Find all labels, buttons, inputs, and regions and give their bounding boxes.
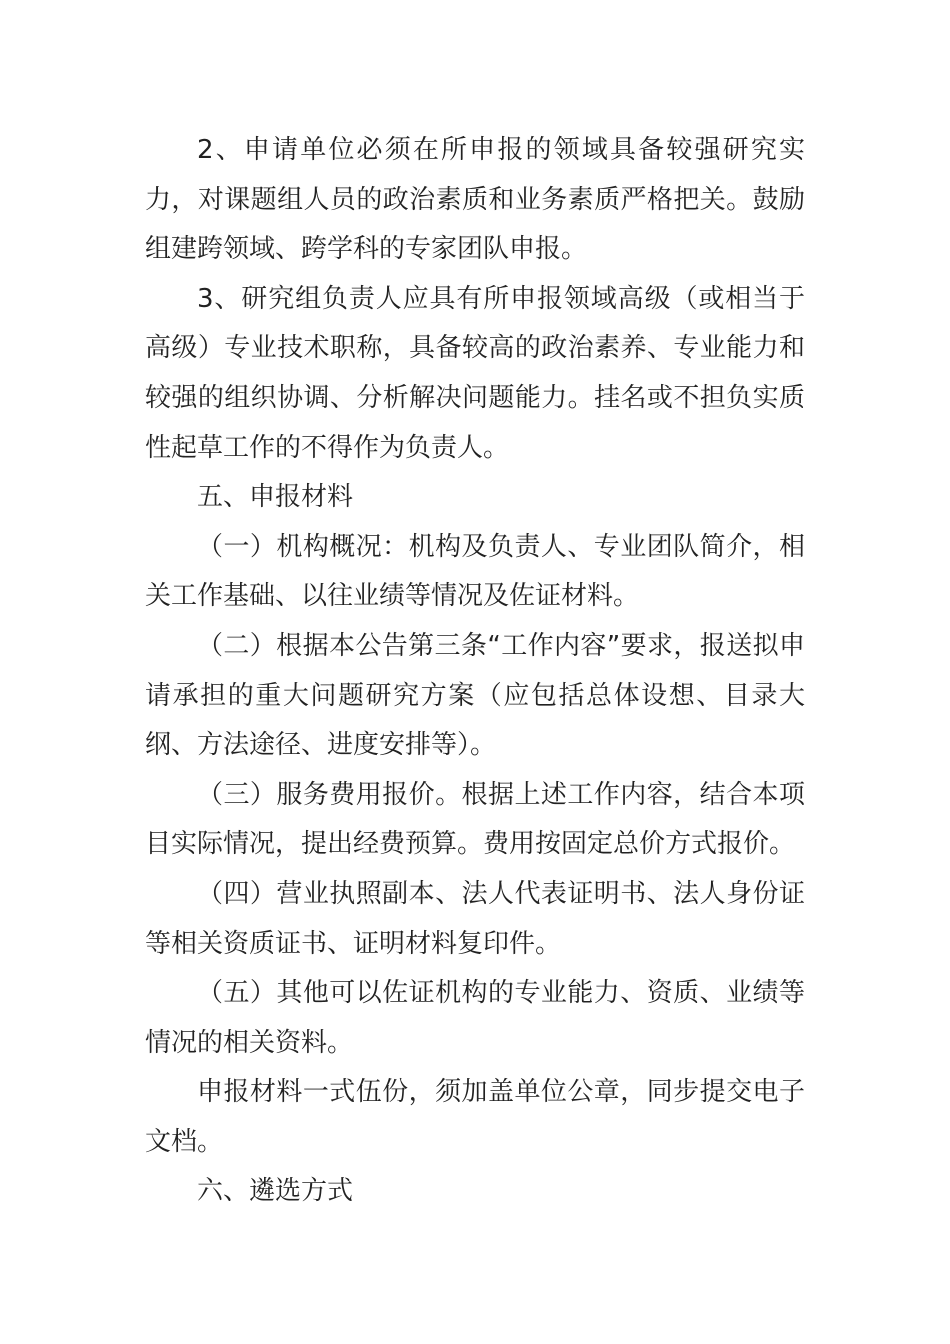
paragraph-material-5: （五）其他可以佐证机构的专业能力、资质、业绩等情况的相关资料。: [145, 978, 805, 1058]
section-heading-selection: 六、遴选方式: [197, 1176, 354, 1207]
paragraph-material-1: （一）机构概况：机构及负责人、专业团队简介，相关工作基础、以往业绩等情况及佐证材料。: [145, 531, 805, 612]
paragraph-material-4: （四）营业执照副本、法人代表证明书、法人身份证等相关资质证书、证明材料复印件。: [145, 878, 805, 959]
paragraph-requirement-3: 3、研究组负责人应具有所申报领域高级（或相当于高级）专业技术职称，具备较高的政治素养、专业能力和较强的组织协调、分析解决问题能力。挂名或不担负实质性起草工作的不得作为负责人。: [145, 283, 805, 463]
paragraph-requirement-2: 2、申请单位必须在所申报的领域具备较强研究实力，对课题组人员的政治素质和业务素质严格把关。鼓励组建跨领域、跨学科的专家团队申报。: [145, 135, 805, 265]
paragraph-material-3: （三）服务费用报价。根据上述工作内容，结合本项目实际情况，提出经费预算。费用按固定总价方式报价。: [145, 779, 805, 860]
paragraph-submission-note: 申报材料一式伍份，须加盖单位公章，同步提交电子文档。: [145, 1077, 805, 1157]
paragraph-material-2: （二）根据本公告第三条“工作内容”要求，报送拟申请承担的重大问题研究方案（应包括总体设想、目录大纲、方法途径、进度安排等）。: [145, 630, 805, 761]
section-heading-materials: 五、申报材料: [197, 482, 354, 513]
document-page: [145, 126, 805, 1217]
